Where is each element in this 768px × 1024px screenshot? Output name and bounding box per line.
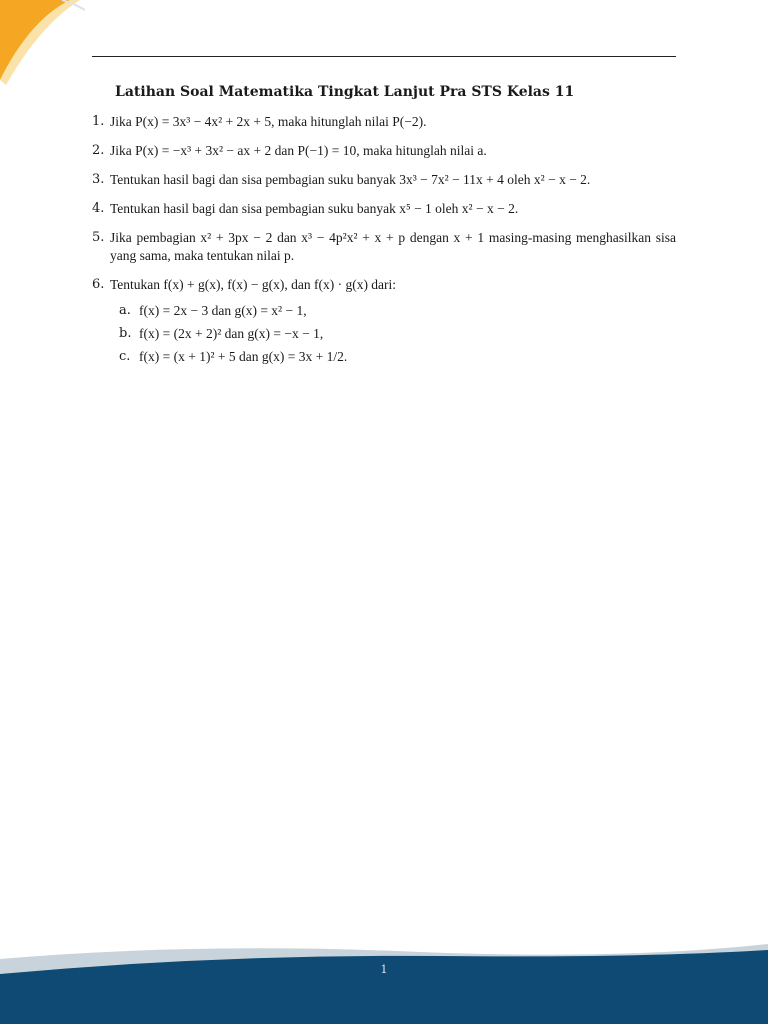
- header-rule: [92, 56, 676, 57]
- problem-number: 2.: [92, 143, 105, 158]
- problem-text: Jika P(x) = −x³ + 3x² − ax + 2 dan P(−1) = 10, maka hitunglah nilai a.: [110, 143, 487, 158]
- problem-2: [92, 142, 676, 160]
- corner-decoration: [0, 0, 110, 90]
- problem-text: Jika pembagian x² + 3px − 2 dan x³ − 4p²x² + x + p dengan x + 1 masing-masing menghasilkan sisa yang sama, maka tentukan nilai p.: [110, 230, 676, 263]
- problem-text: Tentukan hasil bagi dan sisa pembagian suku banyak x⁵ − 1 oleh x² − x − 2.: [110, 201, 519, 216]
- problem-number: 4.: [92, 201, 105, 216]
- problem-number: 3.: [92, 172, 105, 187]
- sub-problem-list: [110, 302, 676, 366]
- page-number: 1: [380, 963, 388, 976]
- problem-6: [92, 276, 676, 366]
- problem-1: [92, 113, 676, 131]
- sub-problem-label: c.: [119, 349, 131, 364]
- problem-text: Tentukan hasil bagi dan sisa pembagian suku banyak 3x³ − 7x² − 11x + 4 oleh x² − x − 2.: [110, 172, 591, 187]
- sub-problem-label: a.: [119, 303, 131, 318]
- problem-4: [92, 200, 676, 218]
- problem-5: [92, 229, 676, 265]
- problem-number: 5.: [92, 230, 105, 245]
- problem-list: [92, 113, 676, 377]
- problem-3: [92, 171, 676, 189]
- sub-problem-text: f(x) = (x + 1)² + 5 dan g(x) = 3x + 1/2.: [139, 349, 348, 364]
- problem-number: 1.: [92, 114, 105, 129]
- sub-problem-b: [119, 325, 685, 343]
- sub-problem-text: f(x) = 2x − 3 dan g(x) = x² − 1,: [139, 303, 307, 318]
- problem-number: 6.: [92, 277, 105, 292]
- sub-problem-label: b.: [119, 326, 132, 341]
- sub-problem-c: [119, 348, 685, 366]
- sub-problem-text: f(x) = (2x + 2)² dan g(x) = −x − 1,: [139, 326, 324, 341]
- sub-problem-a: [119, 302, 685, 320]
- page-title: Latihan Soal Matematika Tingkat Lanjut Pra STS Kelas 11: [115, 84, 575, 100]
- problem-text: Jika P(x) = 3x³ − 4x² + 2x + 5, maka hitunglah nilai P(−2).: [110, 114, 427, 129]
- problem-text: Tentukan f(x) + g(x), f(x) − g(x), dan f(x) · g(x) dari:: [110, 277, 397, 292]
